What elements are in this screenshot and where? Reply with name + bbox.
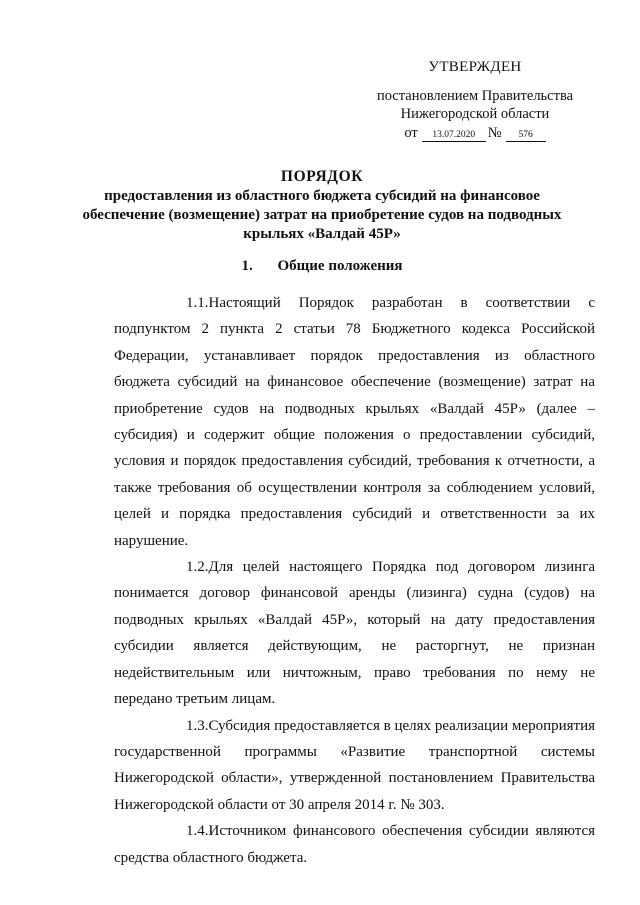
section-title: Общие положения — [277, 258, 403, 274]
paragraph-1-2 — [114, 554, 595, 712]
document-title: ПОРЯДОК — [280, 168, 364, 185]
paragraph-number: 1.2. — [186, 559, 209, 576]
approval-date-prefix: от — [404, 124, 418, 141]
section-heading — [80, 256, 564, 276]
paragraph-text: Для целей настоящего Порядка под договором лизинга понимается договор финансовой аренды (лизинга) судна (судов) на подводных крыльях «Валдай 45Р», который на дату предоставления субсидии является действующим, не расторгнут, не признан недействительным или ничтожным, право требования по нему не передано третьим лицам. — [114, 559, 595, 708]
approval-number-value: 576 — [506, 129, 546, 142]
approval-date-value: 13.07.2020 — [422, 129, 486, 142]
approval-date-line — [360, 124, 590, 143]
document-subtitle-line-2: обеспечение (возмещение) затрат на приобретение судов на подводных — [82, 207, 562, 223]
approval-title: УТВЕРЖДЕН — [428, 59, 522, 75]
approval-line-2: Нижегородской области — [400, 106, 550, 122]
document-subtitle-line-1: предоставления из областного бюджета субсидий на финансовое — [104, 188, 540, 204]
paragraph-text: Субсидия предоставляется в целях реализации мероприятия государственной программы «Развитие транспортной системы Нижегородской области», утвержденной постановлением Правительства Нижегородской области от 30 апреля 2014 г. № 303. — [114, 717, 595, 813]
document-subtitle-line-3: крыльях «Валдай 45Р» — [243, 226, 401, 242]
paragraph-number: 1.1. — [186, 295, 209, 311]
paragraph-1-1 — [114, 290, 595, 554]
approval-stamp — [360, 58, 590, 142]
paragraph-text: Источником финансового обеспечения субсидии являются средства областного бюджета. — [114, 823, 595, 866]
paragraph-number: 1.4. — [186, 823, 209, 840]
paragraph-text: Настоящий Порядок разработан в соответствии с подпунктом 2 пункта 2 статьи 78 Бюджетного кодекса Российской Федерации, устанавливает порядок предоставления из областного бюджета субсидий на финансовое обеспечение (возмещение) затрат на приобретение судов на подводных крыльях «Валдай 45Р» (далее – субсидия) и содержит общие положения о предоставлении субсидий, условия и порядок предоставления субсидий, требования к отчетности, а также требования об осуществлении контроля за соблюдением условий, целей и порядка предоставления субсидий и ответственности за их нарушение. — [114, 295, 595, 549]
approval-line-1: постановлением Правительства — [376, 87, 574, 104]
paragraph-1-3 — [114, 713, 595, 819]
approval-number-sign: № — [487, 124, 502, 141]
body-text — [114, 290, 595, 871]
document-title-block — [80, 167, 564, 244]
section-number: 1. — [241, 258, 253, 274]
paragraph-number: 1.3. — [186, 717, 209, 734]
paragraph-1-4 — [114, 818, 595, 871]
